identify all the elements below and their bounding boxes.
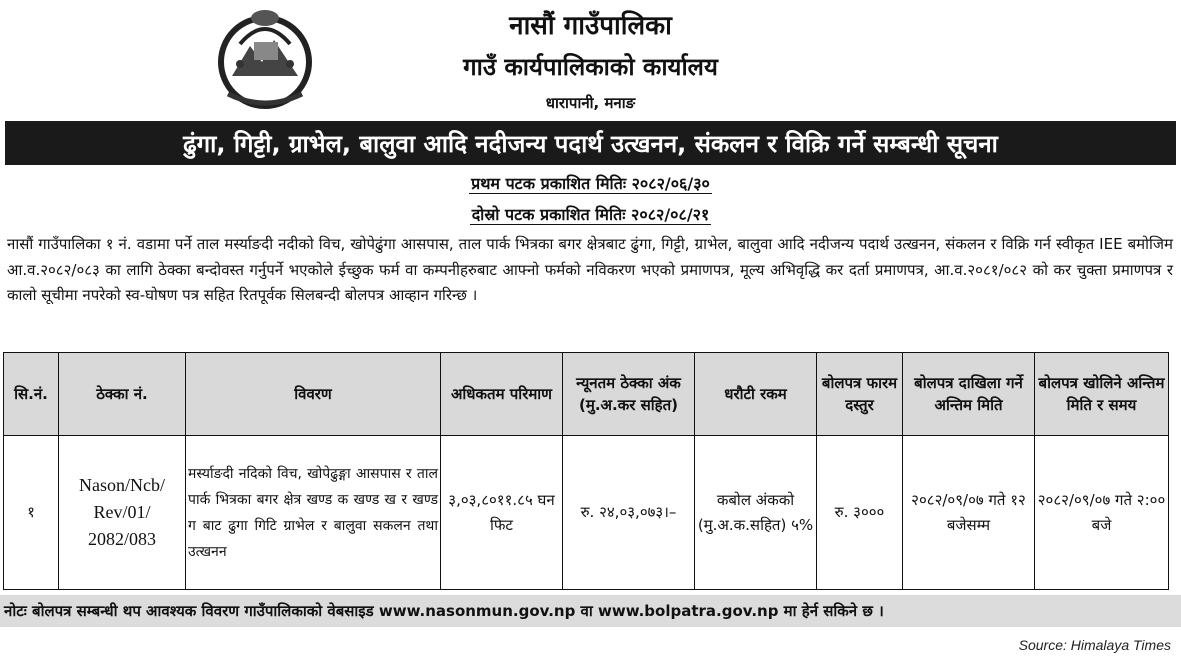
office-address: धारापानी, मनाङ <box>545 94 636 112</box>
header-contract-no: ठेक्का नं. <box>59 353 186 436</box>
table-row <box>4 436 1169 590</box>
header-description: विवरण <box>186 353 441 436</box>
notice-body: नासौं गाउँपालिका १ नं. वडामा पर्ने ताल मर्स्याङदी नदीको विच, खोपेढुंगा आसपास, ताल पार्क भित्रका बगर क्षेत्रबाट ढुंगा, गिट्टी, ग्राभेल, बालुवा आदि नदीजन्य पदार्थ उत्खनन, संकलन र विक्रि गर्न स्वीकृत IEE बमोजिम आ.व.२०८२/०८३ का लागि ठेक्का बन्दोवस्त गर्नुपर्ने भएकोले ईच्छुक फर्म वा कम्पनीहरुबाट आफ्नो फर्मको नविकरण भएको प्रमाणपत्र, मूल्य अभिवृद्धि कर दर्ता प्रमाणपत्र, आ.व.२०८१/०८२ को कर चुक्ता प्रमाणपत्र र कालो सूचीमा नपरेको स्व-घोषण पत्र सहित रितपूर्वक सिलबन्दी बोलपत्र आव्हान गरिन्छ । <box>7 235 1173 304</box>
tender-table <box>3 352 1169 590</box>
cell-deposit: कबोल अंकको (मु.अ.क.सहित) ५% <box>695 436 817 590</box>
cell-contract-no: Nason/Ncb/ Rev/01/ 2082/083 <box>59 436 186 590</box>
cell-sn: १ <box>4 436 59 590</box>
header-deposit: धरौटी रकम <box>695 353 817 436</box>
header-submission-deadline: बोलपत्र दाखिला गर्ने अन्तिम मिति <box>903 353 1035 436</box>
cell-max-quantity: ३,०३,८०११.८५ घन फिट <box>441 436 563 590</box>
header-max-quantity: अधिकतम परिमाण <box>441 353 563 436</box>
org-name: नासौं गाउँपालिका <box>509 11 672 41</box>
cell-submission-deadline: २०८२/०९/०७ गते १२ बजेसम्म <box>903 436 1035 590</box>
cell-opening-time: २०८२/०९/०७ गते २:०० बजे <box>1035 436 1169 590</box>
second-publication-date <box>0 203 1181 225</box>
cell-form-fee: रु. ३००० <box>817 436 903 590</box>
header-opening-time: बोलपत्र खोलिने अन्तिम मिति र समय <box>1035 353 1169 436</box>
source-credit: Source: Himalaya Times <box>1018 637 1171 653</box>
footer-note: नोटः बोलपत्र सम्बन्धी थप आवश्यक विवरण गाउँपालिकाको वेबसाइड www.nasonmun.gov.np वा www.bolpatra.gov.np मा हेर्न सकिने छ । <box>0 595 1181 627</box>
cell-min-amount: रु. २४,०३,०७३।– <box>563 436 695 590</box>
first-publication-date <box>0 172 1181 194</box>
cell-description: मर्स्याङदी नदिको विच, खोपेढुङ्गा आसपास र ताल पार्क भित्रका बगर क्षेत्र खण्ड क खण्ड ख र खण्ड ग बाट ढुगा गिटि ग्राभेल र बालुवा सकलन तथा उत्खनन <box>186 436 441 590</box>
table-header-row <box>4 353 1169 436</box>
second-publication-text: दोस्रो पटक प्रकाशित मितिः २०८२/०८/२१ <box>471 205 710 224</box>
notice-title-banner: ढुंगा, गिट्टी, ग्राभेल, बालुवा आदि नदीजन्य पदार्थ उत्खनन, संकलन र विक्रि गर्ने सम्बन्धी सूचना <box>5 121 1176 165</box>
header-sn: सि.नं. <box>4 353 59 436</box>
header-form-fee: बोलपत्र फारम दस्तुर <box>817 353 903 436</box>
first-publication-text: प्रथम पटक प्रकाशित मितिः २०८२/०६/३० <box>471 174 710 193</box>
office-name: गाउँ कार्यपालिकाको कार्यालय <box>463 53 718 81</box>
header-min-amount: न्यूनतम ठेक्का अंक (मु.अ.कर सहित) <box>563 353 695 436</box>
